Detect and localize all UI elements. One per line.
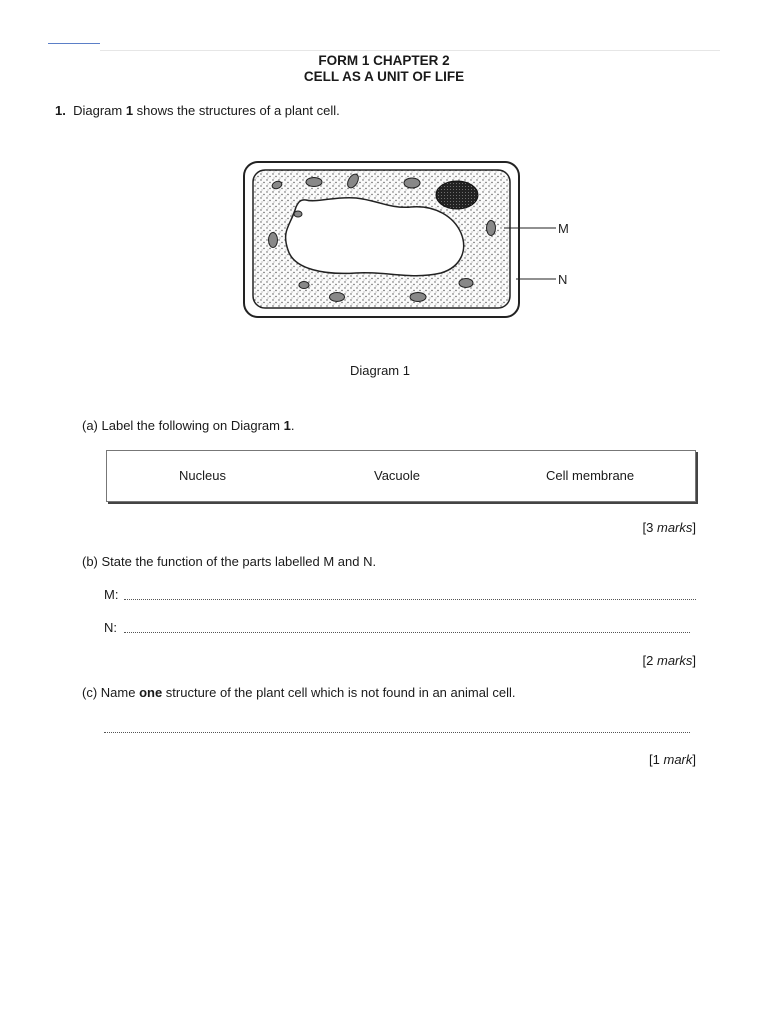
- answer-c-line[interactable]: [104, 731, 690, 733]
- diagram-caption: Diagram 1: [350, 363, 410, 378]
- part-c-marks: [649, 752, 696, 767]
- option-vacuole: Vacuole: [374, 468, 421, 483]
- part-a-text-b: 1: [283, 418, 291, 433]
- header-rule: [100, 50, 720, 51]
- option-nucleus: Nucleus: [179, 468, 226, 483]
- part-c-text-b: one: [139, 685, 163, 700]
- answer-n-line[interactable]: [124, 631, 690, 633]
- intro-text-c: shows the structures of a plant cell.: [133, 103, 340, 118]
- answer-n-label: N:: [104, 620, 117, 635]
- marks-word: marks: [656, 520, 693, 535]
- page-title: FORM 1 CHAPTER 2: [318, 53, 450, 68]
- answer-m-line[interactable]: [124, 598, 696, 600]
- part-a-text-a: (a) Label the following on Diagram: [82, 418, 284, 433]
- part-c-instruction: [82, 685, 516, 700]
- page-subtitle: CELL AS A UNIT OF LIFE: [303, 69, 465, 84]
- marks-close: ]: [692, 653, 696, 668]
- marks-open: [3: [642, 520, 657, 535]
- header-rule-accent: [48, 43, 100, 44]
- question-1-intro: [55, 103, 340, 118]
- part-b-instruction: (b) State the function of the parts labelled M and N.: [82, 554, 377, 569]
- intro-text-b: 1: [125, 103, 134, 118]
- part-a-text-c: .: [290, 418, 295, 433]
- intro-text-a: Diagram: [73, 103, 126, 118]
- part-c-text-a: (c) Name: [82, 685, 140, 700]
- marks-open: [1: [649, 752, 664, 767]
- marks-open: [2: [642, 653, 657, 668]
- part-a-marks: [643, 520, 696, 535]
- marks-word: marks: [656, 653, 693, 668]
- part-b-marks: [643, 653, 696, 668]
- part-c-text-c: structure of the plant cell which is not found in an animal cell.: [162, 685, 516, 700]
- question-number: 1.: [55, 103, 66, 118]
- label-m: M: [558, 221, 569, 236]
- option-cell-membrane: Cell membrane: [546, 468, 635, 483]
- marks-word: mark: [663, 752, 693, 767]
- plant-cell-diagram: [236, 155, 596, 330]
- marks-close: ]: [692, 752, 696, 767]
- label-options-box: [106, 450, 696, 502]
- part-a-instruction: [82, 418, 294, 433]
- answer-m-label: M:: [104, 587, 119, 602]
- label-n: N: [558, 272, 568, 287]
- marks-close: ]: [692, 520, 696, 535]
- nucleus: [436, 181, 478, 209]
